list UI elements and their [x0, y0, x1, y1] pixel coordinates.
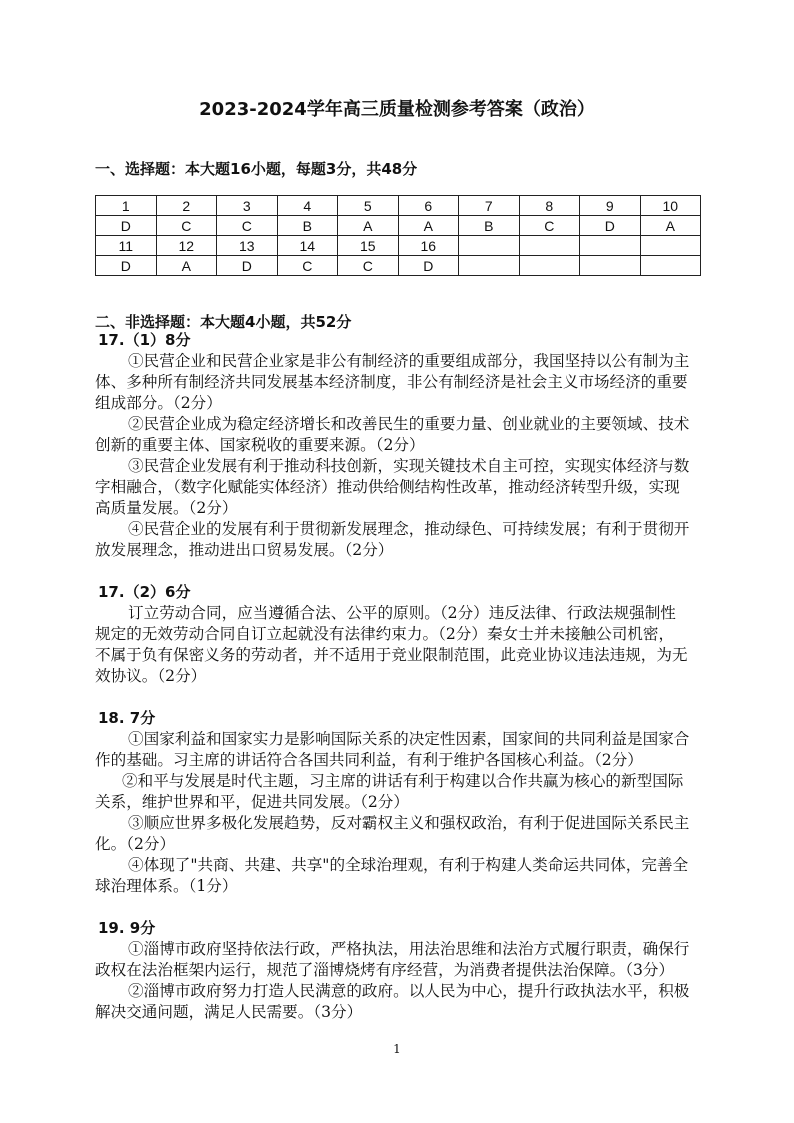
answer-row: [96, 216, 701, 236]
answer-line: 创新的重要主体、国家税收的重要来源。（2分）: [95, 436, 425, 454]
question-number-cell: 8: [519, 196, 580, 216]
answer-cell: [519, 256, 580, 276]
answer-line: ④体现了"共商、共建、共享"的全球治理观，有利于构建人类命运共同体，完善全: [128, 856, 689, 874]
question-number-cell: 15: [338, 236, 399, 256]
answer-paragraph: [95, 519, 705, 561]
answer-line: 高质量发展。（2分）: [95, 499, 238, 517]
answer-cell: B: [277, 216, 338, 236]
question-number-row: [96, 236, 701, 256]
answer-line: ①国家利益和国家实力是影响国际关系的决定性因素，国家间的共同利益是国家合: [128, 730, 690, 748]
answer-cell: C: [217, 216, 278, 236]
answer-cell: A: [640, 216, 701, 236]
answer-line: 不属于负有保密义务的劳动者，并不适用于竞业限制范围，此竞业协议违法违规，为无: [95, 646, 688, 664]
answer-cell: D: [580, 216, 641, 236]
answer-line: 规定的无效劳动合同自订立起就没有法律约束力。（2分）秦女士并未接触公司机密，: [95, 625, 675, 643]
answer-line: 效协议。（2分）: [95, 667, 207, 685]
answer-line: 政权在法治框架内运行，规范了淄博烧烤有序经营，为消费者提供法治保障。（3分）: [95, 961, 675, 979]
answer-paragraph: [95, 351, 705, 414]
question-heading: 17.（2）6分: [98, 583, 191, 601]
answer-line: 作的基础。习主席的讲话符合各国共同利益，有利于维护各国核心利益。（2分）: [95, 751, 643, 769]
answer-line: ②淄博市政府努力打造人民满意的政府。以人民为中心，提升行政执法水平，积极: [128, 982, 690, 1000]
answer-line: 字相融合，（数字化赋能实体经济）推动供给侧结构性改革，推动经济转型升级，实现: [95, 478, 680, 496]
section-1-heading: 一、选择题：本大题16小题，每题3分，共48分: [95, 160, 418, 178]
question-number-cell: 4: [277, 196, 338, 216]
answer-line: 体、多种所有制经济共同发展基本经济制度，非公有制经济是社会主义市场经济的重要: [95, 373, 688, 391]
answer-paragraph: [95, 729, 705, 771]
question-heading: 18. 7分: [98, 709, 156, 727]
answer-paragraph: [95, 981, 705, 1023]
question-heading: 19. 9分: [98, 919, 156, 937]
question-answer: [95, 330, 705, 561]
answer-line: ②和平与发展是时代主题，习主席的讲话有利于构建以合作共赢为核心的新型国际: [122, 772, 684, 790]
answer-line: ①民营企业和民营企业家是非公有制经济的重要组成部分，我国坚持以公有制为主: [128, 352, 690, 370]
answer-cell: A: [338, 216, 399, 236]
answer-cell: B: [459, 216, 520, 236]
answer-cell: A: [398, 216, 459, 236]
answer-cell: [459, 256, 520, 276]
answer-line: ③顺应世界多极化发展趋势，反对霸权主义和强权政治，有利于促进国际关系民主: [128, 814, 690, 832]
question-number-cell: [580, 236, 641, 256]
question-number-cell: 12: [156, 236, 217, 256]
question-heading: 17.（1）8分: [98, 331, 191, 349]
answer-line: 订立劳动合同，应当遵循合法、公平的原则。（2分）违反法律、行政法规强制性: [128, 604, 676, 622]
answer-paragraph: [95, 813, 705, 855]
question-number-cell: 13: [217, 236, 278, 256]
answer-cell: C: [277, 256, 338, 276]
answer-cell: [640, 256, 701, 276]
answer-line: 关系，维护世界和平，促进共同发展。（2分）: [95, 793, 409, 811]
page-number: 1: [393, 1042, 401, 1056]
answer-cell: C: [519, 216, 580, 236]
answer-cell: [580, 256, 641, 276]
answer-cell: C: [338, 256, 399, 276]
answer-cell: D: [217, 256, 278, 276]
answer-line: ①淄博市政府坚持依法行政，严格执法，用法治思维和法治方式履行职责，确保行: [128, 940, 690, 958]
question-number-cell: 6: [398, 196, 459, 216]
answer-paragraph: [95, 414, 705, 456]
answer-line: ③民营企业发展有利于推动科技创新，实现关键技术自主可控，实现实体经济与数: [128, 457, 690, 475]
answer-cell: D: [96, 256, 157, 276]
question-number-cell: [519, 236, 580, 256]
answer-paragraph: [95, 771, 705, 813]
question-number-cell: [459, 236, 520, 256]
section-2-heading: 二、非选择题：本大题4小题，共52分: [95, 313, 352, 331]
answer-paragraph: [95, 855, 705, 897]
answer-line: 球治理体系。（1分）: [95, 877, 238, 895]
question-number-cell: 10: [640, 196, 701, 216]
question-number-cell: 1: [96, 196, 157, 216]
answer-line: 放发展理念，推动进出口贸易发展。（2分）: [95, 541, 394, 559]
answer-paragraph: [95, 939, 705, 981]
answer-table: [95, 195, 701, 276]
question-number-cell: 16: [398, 236, 459, 256]
question-answer: [95, 708, 705, 897]
answers-body: [95, 330, 705, 1044]
answer-line: ④民营企业的发展有利于贯彻新发展理念，推动绿色、可持续发展；有利于贯彻开: [128, 520, 690, 538]
answer-paragraph: [95, 456, 705, 519]
question-number-cell: 9: [580, 196, 641, 216]
answer-cell: C: [156, 216, 217, 236]
question-number-cell: [640, 236, 701, 256]
document-title: 2023-2024学年高三质量检测参考答案（政治）: [199, 99, 595, 120]
answer-line: 解决交通问题，满足人民需要。（3分）: [95, 1003, 363, 1021]
question-answer: [95, 918, 705, 1023]
question-number-cell: 3: [217, 196, 278, 216]
answer-line: ②民营企业成为稳定经济增长和改善民生的重要力量、创业就业的主要领域、技术: [128, 415, 690, 433]
question-number-cell: 5: [338, 196, 399, 216]
answer-row: [96, 256, 701, 276]
answer-cell: D: [398, 256, 459, 276]
answer-cell: D: [96, 216, 157, 236]
question-number-row: [96, 196, 701, 216]
question-answer: [95, 582, 705, 687]
question-number-cell: 2: [156, 196, 217, 216]
answer-line: 组成部分。（2分）: [95, 394, 222, 412]
answer-line: 化。（2分）: [95, 835, 176, 853]
question-number-cell: 7: [459, 196, 520, 216]
question-number-cell: 11: [96, 236, 157, 256]
question-number-cell: 14: [277, 236, 338, 256]
answer-paragraph: [95, 603, 705, 687]
answer-cell: A: [156, 256, 217, 276]
